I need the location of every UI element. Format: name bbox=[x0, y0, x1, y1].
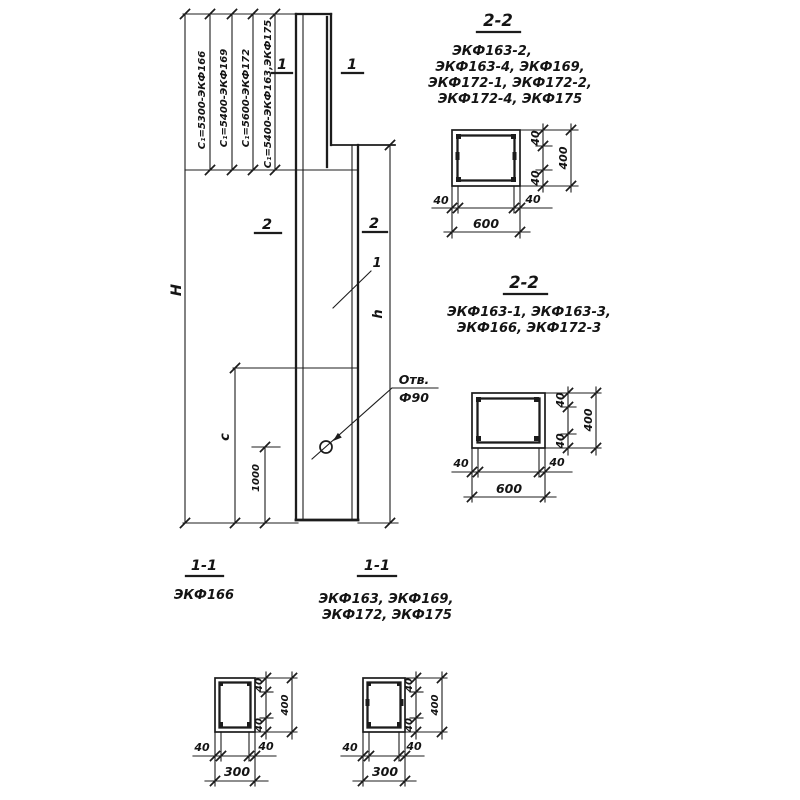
section-2-2-first bbox=[428, 11, 592, 238]
section-title: 1-1 bbox=[363, 558, 391, 574]
width-dim-label: 300 bbox=[223, 764, 251, 779]
hole-to-base-label: 1000 bbox=[251, 464, 262, 492]
rebar-dots bbox=[476, 397, 539, 441]
c1-dimension-label-3: С₁=5600-ЭКФ172 bbox=[241, 48, 252, 148]
lower-height-label: h bbox=[371, 309, 386, 319]
section-title: 2-2 bbox=[483, 11, 513, 30]
rebar-dots bbox=[219, 682, 252, 727]
cover-bottom-label: 40 bbox=[404, 718, 415, 732]
cover-right-label: 40 bbox=[406, 740, 422, 753]
cover-bottom-label: 40 bbox=[254, 718, 265, 732]
cover-left-label: 40 bbox=[453, 457, 469, 470]
column-marks-line1: ЭКФ163, ЭКФ169, bbox=[318, 592, 454, 607]
height-dim-label: 400 bbox=[280, 694, 291, 716]
cover-bottom-label: 40 bbox=[529, 170, 542, 186]
rebar-dots bbox=[366, 682, 404, 727]
column-marks-line2: ЭКФ166, ЭКФ172-3 bbox=[456, 321, 602, 336]
height-dim-label: 400 bbox=[557, 146, 570, 170]
section-cut-1-left: 1 bbox=[276, 57, 288, 73]
section-cut-2-right: 2 bbox=[368, 216, 380, 232]
cover-left-label: 40 bbox=[194, 741, 210, 754]
cover-right-label: 40 bbox=[258, 740, 274, 753]
height-dim-label: 400 bbox=[430, 694, 441, 716]
cover-left-label: 40 bbox=[342, 741, 358, 754]
height-dim-label: 400 bbox=[582, 408, 595, 432]
section-cut-2-left: 2 bbox=[261, 217, 273, 233]
section-1-1-first bbox=[174, 558, 297, 786]
section-title: 1-1 bbox=[190, 558, 218, 574]
cover-right-label: 40 bbox=[525, 193, 541, 206]
section-title: 2-2 bbox=[509, 273, 539, 292]
width-dim-label: 300 bbox=[371, 764, 399, 779]
section-cut-marks-2 bbox=[255, 216, 387, 233]
cover-right-label: 40 bbox=[549, 456, 565, 469]
overall-height-label: H bbox=[169, 283, 185, 297]
column-marks-line2: ЭКФ172, ЭКФ175 bbox=[322, 608, 452, 623]
cover-bottom-label: 40 bbox=[554, 433, 567, 449]
column-marks-line1: ЭКФ163-2, bbox=[452, 44, 532, 59]
section-cut-marks-1 bbox=[272, 57, 363, 73]
c1-dimension-label-4: С₁=5400-ЭКФ163,ЭКФ175 bbox=[263, 19, 274, 169]
section-2-2-second bbox=[447, 273, 611, 502]
width-dim-label: 600 bbox=[495, 481, 523, 496]
cover-top-label: 40 bbox=[554, 392, 567, 408]
elevation-dimension-lines bbox=[181, 10, 399, 528]
column-marks-line1: ЭКФ166 bbox=[173, 588, 235, 603]
hole-note-line2: Ф90 bbox=[399, 390, 429, 405]
column-elevation-view bbox=[169, 10, 438, 528]
section-geometry bbox=[452, 387, 601, 502]
c1-dimension-label-1: С₁=5300-ЭКФ166 bbox=[197, 50, 208, 150]
dimension-ticks bbox=[181, 10, 395, 528]
hole-detail bbox=[312, 372, 438, 459]
column-marks-line2: ЭКФ163-4, ЭКФ169, bbox=[435, 60, 585, 75]
rebar-mark-label: 1 bbox=[372, 256, 382, 271]
hole-note-line1: Отв. bbox=[398, 372, 430, 387]
cover-top-label: 40 bbox=[254, 678, 265, 692]
section-geometry bbox=[432, 124, 578, 238]
cover-top-label: 40 bbox=[404, 678, 415, 692]
c1-dimension-label-2: С₁=5400-ЭКФ169 bbox=[219, 48, 230, 148]
rebar-dots bbox=[456, 134, 517, 182]
column-marks-line3: ЭКФ172-1, ЭКФ172-2, bbox=[428, 76, 592, 91]
section-1-1-second bbox=[319, 558, 454, 786]
cover-left-label: 40 bbox=[433, 194, 449, 207]
section-cut-1-right: 1 bbox=[346, 57, 358, 73]
column-marks-line4: ЭКФ172-4, ЭКФ175 bbox=[437, 92, 583, 107]
column-marks-line1: ЭКФ163-1, ЭКФ163-3, bbox=[447, 305, 611, 320]
width-dim-label: 600 bbox=[472, 216, 500, 231]
hole-offset-label: c bbox=[218, 433, 233, 441]
cover-top-label: 40 bbox=[529, 130, 542, 146]
